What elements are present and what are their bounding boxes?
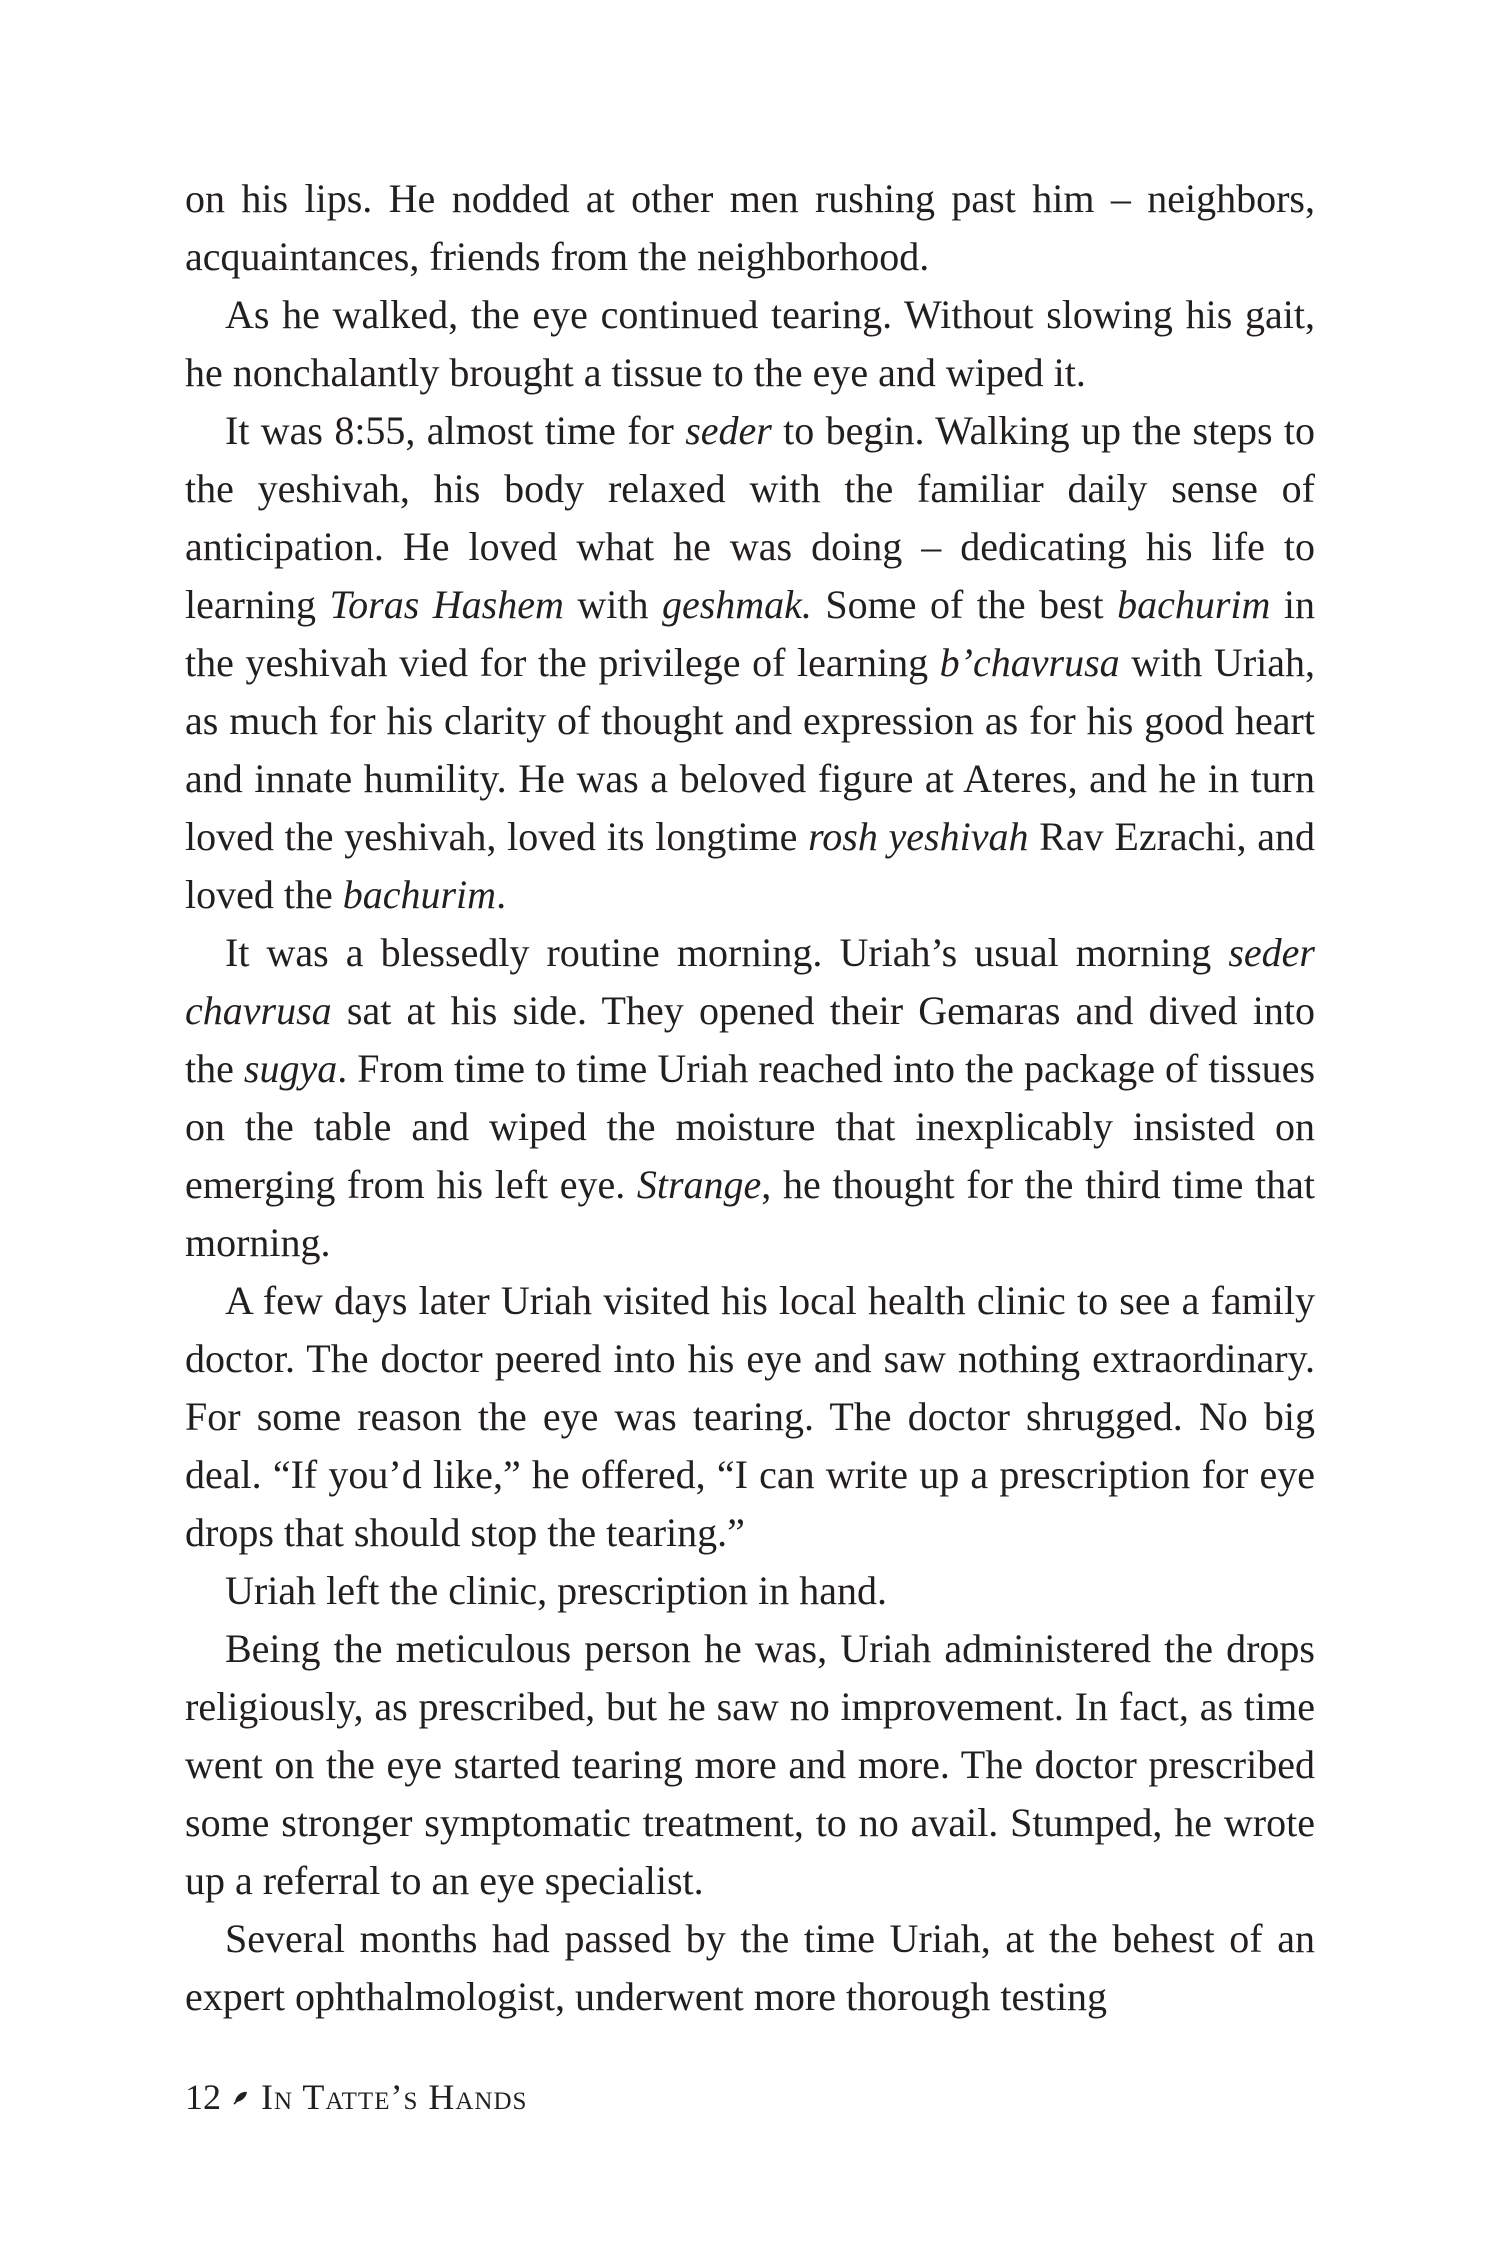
- page-footer: [185, 2075, 527, 2119]
- text-run: in the yeshivah vied for the privilege of learning: [185, 582, 1315, 685]
- text-run: to begin. Walking up the steps to the yeshivah, his body relaxed with the familiar daily sense of anticipation. He loved what he was doing – dedicating his life to learning: [185, 408, 1315, 627]
- body-paragraph: [185, 402, 1315, 924]
- italic-text: bachurim: [1117, 582, 1271, 627]
- body-paragraph: [185, 1620, 1315, 1910]
- text-run: with Uriah, as much for his clarity of thought and expression as for his good heart and innate humility. He was a beloved figure at Ateres, and he in turn loved the yeshivah, loved its longtime: [185, 640, 1315, 859]
- text-run: with: [563, 582, 662, 627]
- italic-text: Strange: [636, 1162, 762, 1207]
- italic-text: seder: [685, 408, 772, 453]
- text-run: . From time to time Uriah reached into the package of tissues on the table and wiped the moisture that inexplicably insisted on emerging from his left eye.: [185, 1046, 1316, 1207]
- body-paragraph: [185, 170, 1315, 286]
- leaf-ornament-icon: [233, 2089, 249, 2105]
- text-run: As he walked, the eye continued tearing. Without slowing his gait, he nonchalantly brought a tissue to the eye and wiped it.: [185, 292, 1315, 395]
- body-paragraph: [185, 924, 1315, 1272]
- text-run: sat at his side. They opened their Gemaras and dived into the: [185, 988, 1315, 1091]
- text-run: Some of the best: [811, 582, 1118, 627]
- text-run: It was 8:55, almost time for: [225, 408, 686, 453]
- italic-text: b’chavrusa: [939, 640, 1120, 685]
- italic-text: Toras Hashem: [329, 582, 564, 627]
- text-run: Uriah left the clinic, prescription in hand.: [225, 1568, 888, 1613]
- text-run: , he thought for the third time that morning.: [185, 1162, 1315, 1265]
- text-run: It was a blessedly routine morning. Uriah’s usual morning: [225, 930, 1229, 975]
- text-run: Rav Ezrachi, and loved the: [185, 814, 1316, 917]
- text-run: A few days later Uriah visited his local health clinic to see a family doctor. The doctor peered into his eye and saw nothing extraordinary. For some reason the eye was tearing. The doctor shrugged. No big deal. “If you’d like,” he offered, “I can write up a prescription for eye drops that should stop the tearing.”: [185, 1278, 1315, 1555]
- text-run: .: [496, 872, 507, 917]
- text-run: on his lips. He nodded at other men rushing past him – neighbors, acquaintances, friends from the neighborhood.: [185, 176, 1315, 279]
- italic-text: rosh yeshivah: [808, 814, 1029, 859]
- body-paragraph: [185, 1562, 1315, 1620]
- running-book-title: In Tatte’s Hands: [261, 2077, 528, 2117]
- italic-text: bachurim: [342, 872, 497, 917]
- text-run: Being the meticulous person he was, Uriah administered the drops religiously, as prescribed, but he saw no improvement. In fact, as time went on the eye started tearing more and more. The doctor prescribed some stronger symptomatic treatment, to no avail. Stumped, he wrote up a referral to an eye specialist.: [185, 1626, 1315, 1903]
- body-paragraph: [185, 1910, 1315, 2026]
- italic-text: geshmak.: [661, 582, 812, 627]
- page-number: 12: [185, 2077, 221, 2117]
- italic-text: seder chavrusa: [185, 930, 1315, 1033]
- body-paragraph: [185, 1272, 1315, 1562]
- body-paragraph: [185, 286, 1315, 402]
- text-run: Several months had passed by the time Uriah, at the behest of an expert ophthalmologist, underwent more thorough testing: [185, 1916, 1315, 2019]
- italic-text: sugya: [243, 1046, 338, 1091]
- page-body: [185, 170, 1315, 2070]
